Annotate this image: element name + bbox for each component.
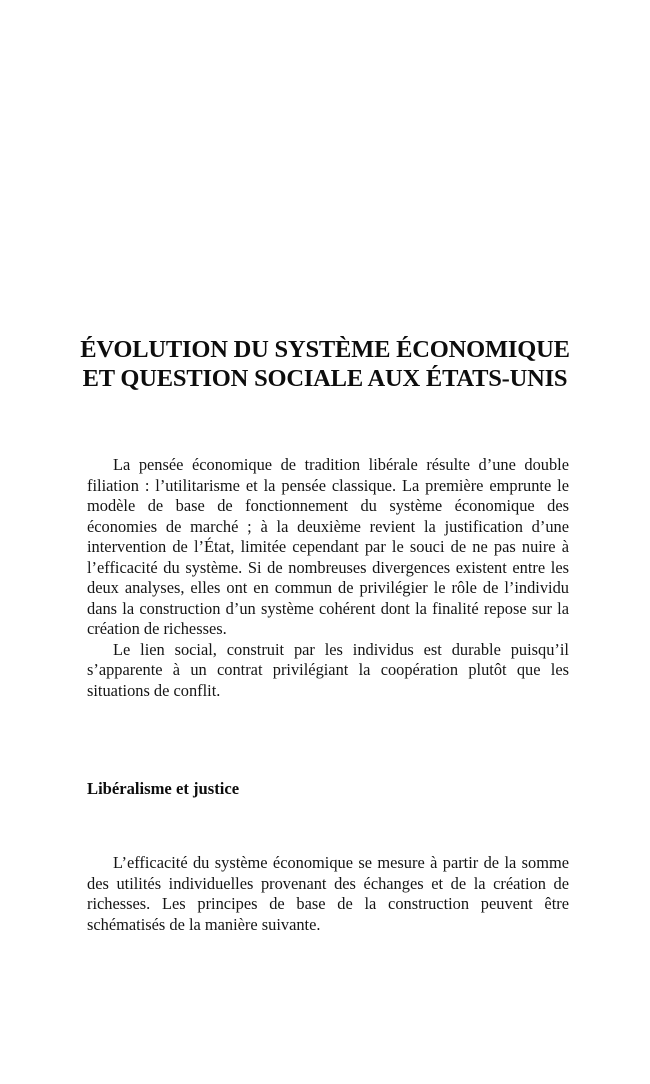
section-heading: Libéralisme et justice [87,779,240,798]
intro-paragraph-2: Le lien social, construit par les individus est durable puisqu’il s’apparente à un contrat privilégiant la coopération plutôt que les situations de conflit. [87,639,569,700]
section-paragraph-1: L’efficacité du système économique se mesure à partir de la somme des utilités individuelles provenant des échanges et de la création de richesses. Les principes de base de la construction peuvent être schématisés de la manière suivante. [87,853,569,934]
chapter-title-line-1: ÉVOLUTION DU SYSTÈME ÉCONOMIQUE [80,336,570,363]
chapter-title [80,335,570,393]
intro-paragraph-1: La pensée économique de tradition libérale résulte d’une double filiation : l’utilitarisme et la pensée classique. La première emprunte le modèle de base de fonctionnement du système économique des économies de marché ; à la deuxième revient la justification d’une intervention de l’État, limitée cependant par le souci de ne pas nuire à l’efficacité du système. Si de nombreuses divergences existent entre les deux analyses, elles ont en commun de privilégier le rôle de l’individu dans la construction d’un système cohérent dont la finalité repose sur la création de richesses. [87,455,569,638]
chapter-title-line-2: ET QUESTION SOCIALE AUX ÉTATS-UNIS [82,365,568,392]
section-text [87,853,569,935]
intro-text [87,455,569,701]
